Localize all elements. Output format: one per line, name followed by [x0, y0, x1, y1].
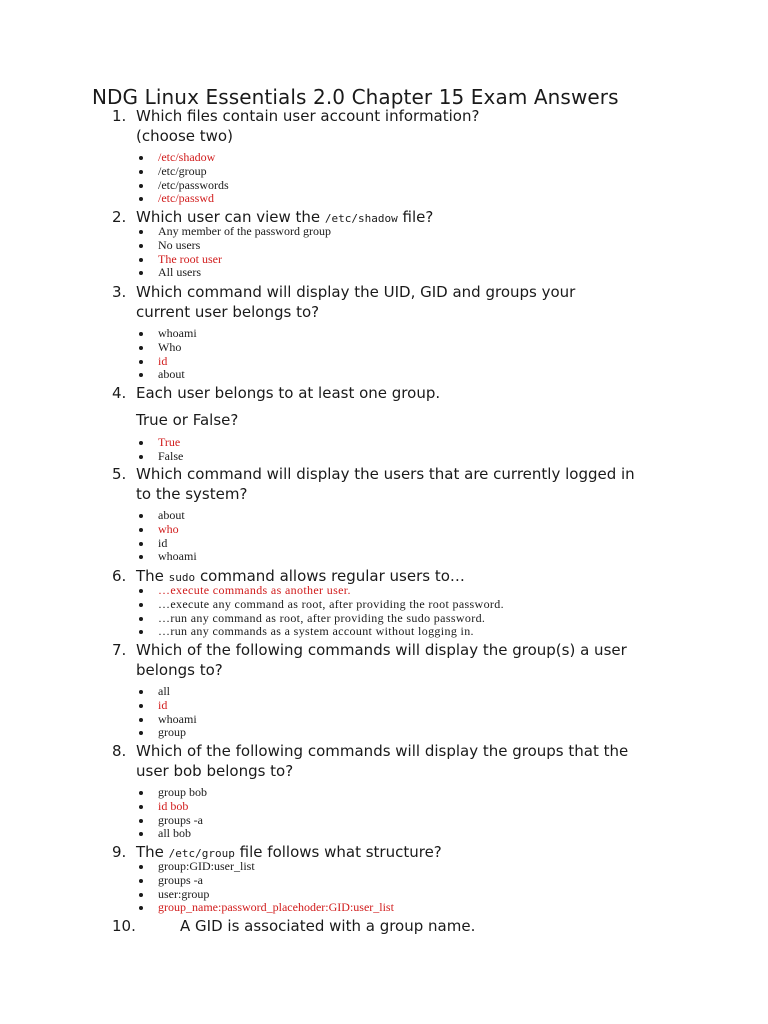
answer-option: /etc/group — [135, 165, 229, 179]
answer-option: group bob — [135, 786, 207, 800]
answer-list-2 — [135, 225, 331, 280]
answer-option: /etc/passwd — [135, 192, 229, 206]
question-text: Which of the following commands will display the groups that the — [136, 742, 629, 760]
answer-option: id bob — [135, 800, 207, 814]
answer-option: False — [135, 450, 183, 464]
question-text: belongs to? — [136, 661, 223, 679]
answer-option: groups -a — [135, 874, 394, 888]
answer-option: whoami — [135, 327, 197, 341]
answer-option: all — [135, 685, 197, 699]
question-text: user bob belongs to? — [136, 762, 294, 780]
answer-list-5 — [135, 509, 197, 564]
inline-code: /etc/group — [168, 847, 235, 860]
question-text: Which of the following commands will display the group(s) a user — [136, 641, 627, 659]
question-text: current user belongs to? — [136, 303, 320, 321]
question-number: 4. — [112, 384, 127, 402]
answer-option: True — [135, 436, 183, 450]
question-text: The sudo command allows regular users to… — [136, 567, 465, 585]
question-number: 2. — [112, 208, 127, 226]
answer-option: Who — [135, 341, 197, 355]
answer-list-4 — [135, 436, 183, 464]
answer-list-3 — [135, 327, 197, 382]
question-text: Which command will display the users that are currently logged in — [136, 465, 635, 483]
question-text: A GID is associated with a group name. — [180, 917, 476, 935]
answer-option: …execute commands as another user. — [135, 584, 504, 598]
inline-code: /etc/shadow — [324, 212, 398, 225]
question-number: 8. — [112, 742, 127, 760]
answer-list-6 — [135, 584, 504, 639]
answer-option: All users — [135, 266, 331, 280]
answer-option: who — [135, 523, 197, 537]
inline-code: sudo — [168, 571, 196, 584]
answer-option: whoami — [135, 550, 197, 564]
answer-option: /etc/passwords — [135, 179, 229, 193]
answer-option: The root user — [135, 253, 331, 267]
question-number: 1. — [112, 107, 127, 125]
answer-option: …run any command as root, after providing the sudo password. — [135, 612, 504, 626]
question-text: The /etc/group file follows what structure? — [136, 843, 442, 861]
question-text: to the system? — [136, 485, 248, 503]
question-number: 6. — [112, 567, 127, 585]
answer-option: all bob — [135, 827, 207, 841]
question-number: 5. — [112, 465, 127, 483]
answer-list-9 — [135, 860, 394, 915]
question-number: 3. — [112, 283, 127, 301]
question-text: (choose two) — [136, 127, 233, 145]
answer-option: id — [135, 699, 197, 713]
question-subtext: True or False? — [136, 411, 239, 429]
answer-option: id — [135, 537, 197, 551]
answer-list-8 — [135, 786, 207, 841]
answer-option: user:group — [135, 888, 394, 902]
answer-option: /etc/shadow — [135, 151, 229, 165]
question-number: 10. — [112, 917, 136, 935]
answer-list-1 — [135, 151, 229, 206]
answer-option: groups -a — [135, 814, 207, 828]
answer-option: …run any commands as a system account without logging in. — [135, 625, 504, 639]
answer-list-7 — [135, 685, 197, 740]
question-number: 7. — [112, 641, 127, 659]
answer-option: No users — [135, 239, 331, 253]
answer-option: about — [135, 509, 197, 523]
question-number: 9. — [112, 843, 127, 861]
question-text: Which user can view the /etc/shadow file? — [136, 208, 434, 226]
answer-option: group:GID:user_list — [135, 860, 394, 874]
question-text: Which command will display the UID, GID and groups your — [136, 283, 576, 301]
question-text: Which files contain user account information? — [136, 107, 480, 125]
answer-option: Any member of the password group — [135, 225, 331, 239]
page-title: NDG Linux Essentials 2.0 Chapter 15 Exam Answers — [92, 85, 619, 110]
answer-option: id — [135, 355, 197, 369]
question-text: Each user belongs to at least one group. — [136, 384, 441, 402]
answer-option: about — [135, 368, 197, 382]
answer-option: group — [135, 726, 197, 740]
answer-option: whoami — [135, 713, 197, 727]
answer-option: group_name:password_placehoder:GID:user_list — [135, 901, 394, 915]
answer-option: …execute any command as root, after providing the root password. — [135, 598, 504, 612]
